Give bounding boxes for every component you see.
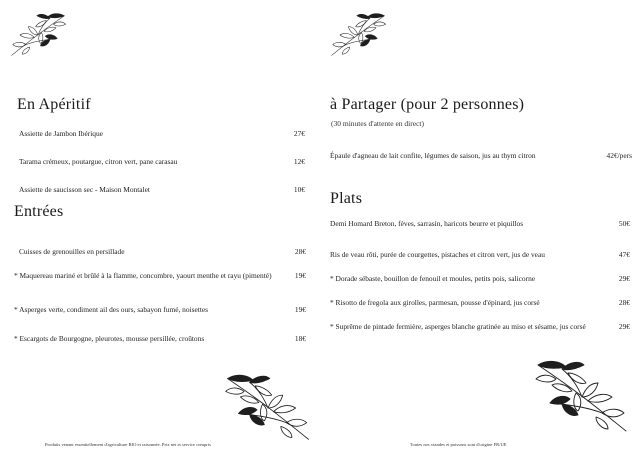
menu-item-name: * Risotto de fregola aux girolles, parmesan, pousse d'épinard, jus corsé [330, 298, 540, 307]
menu-item-price: 42€/pers [606, 151, 632, 160]
menu-item-price: 18€ [294, 334, 306, 343]
menu-item [14, 334, 306, 345]
menu-item-name: Demi Homard Breton, fèves, sarrasin, haricots beurre et piquillos [330, 219, 524, 228]
menu-item [19, 129, 305, 140]
menu-item-name: Assiette de Jambon Ibérique [19, 129, 103, 138]
menu-item-price: 12€ [293, 157, 305, 166]
menu-item-name: * Maquereau mariné et brûlé à la flamme, concombre, yaourt menthe et rayu (pimenté) [14, 271, 272, 280]
section-title-aperitif: En Apéritif [17, 96, 91, 113]
menu-item-name: * Escargots de Bourgogne, pleurotes, mousse persillée, croûtons [14, 334, 205, 343]
menu-item [19, 157, 305, 168]
menu-item [19, 185, 305, 196]
section-subtitle: (30 minutes d'attente en direct) [331, 119, 424, 128]
leaf-branch-icon [222, 370, 314, 446]
menu-item [330, 298, 630, 309]
menu-item-name: * Suprême de pintade fermière, asperges blanche gratinée au miso et sésame, jus corsé [330, 322, 586, 331]
menu-item-price: 10€ [293, 185, 305, 194]
menu-item-name: Assiette de saucisson sec - Maison Montalet [19, 185, 150, 194]
menu-item [330, 219, 630, 230]
menu-item [330, 322, 630, 333]
menu-item-name: Cuisses de grenouilles en persillade [19, 247, 125, 256]
menu-item-price: 27€ [293, 129, 305, 138]
section-title-entrees: Entrées [14, 203, 64, 220]
menu-item-price: 19€ [294, 305, 306, 314]
leaf-branch-icon [328, 4, 388, 66]
menu-item-name: Épaule d'agneau de lait confite, légumes de saison, jus au thym citron [330, 151, 536, 160]
leaf-branch-icon [8, 4, 68, 66]
menu-item [19, 247, 306, 258]
leaf-branch-icon [532, 348, 632, 446]
menu-item-price: 28€ [618, 298, 630, 307]
menu-item [330, 250, 630, 261]
menu-item-price: 28€ [294, 247, 306, 256]
menu-item-price: 19€ [294, 271, 306, 280]
menu-item-price: 47€ [618, 250, 630, 259]
menu-item [14, 305, 306, 316]
menu-item-name: * Asperges verte, condiment ail des ours, sabayon fumé, noisettes [14, 305, 209, 314]
menu-item-name: * Dorade sébaste, bouillon de fenouil et moules, petits pois, salicorne [330, 274, 536, 283]
menu-item-price: 29€ [618, 274, 630, 283]
section-title-plats: Plats [330, 190, 363, 207]
menu-page-right [320, 0, 640, 453]
menu-item-name: Tarama crémeux, poutargue, citron vert, pane carasau [19, 157, 178, 166]
menu-item-price: 50€ [618, 219, 630, 228]
menu-item [330, 274, 630, 285]
footer-note: Produits venant essentiellement d'agriculture BIO et raisonnée. Prix net et service compris [45, 442, 211, 447]
section-title-partager: à Partager (pour 2 personnes) [330, 96, 525, 113]
menu-item [330, 151, 632, 162]
menu-item-name: Ris de veau rôti, purée de courgettes, pistaches et citron vert, jus de veau [330, 250, 545, 259]
menu-item [14, 271, 306, 282]
menu-item-price: 29€ [618, 322, 630, 331]
footer-note: Toutes nos viandes et poissons sont d'origine FR/UE [410, 442, 507, 447]
